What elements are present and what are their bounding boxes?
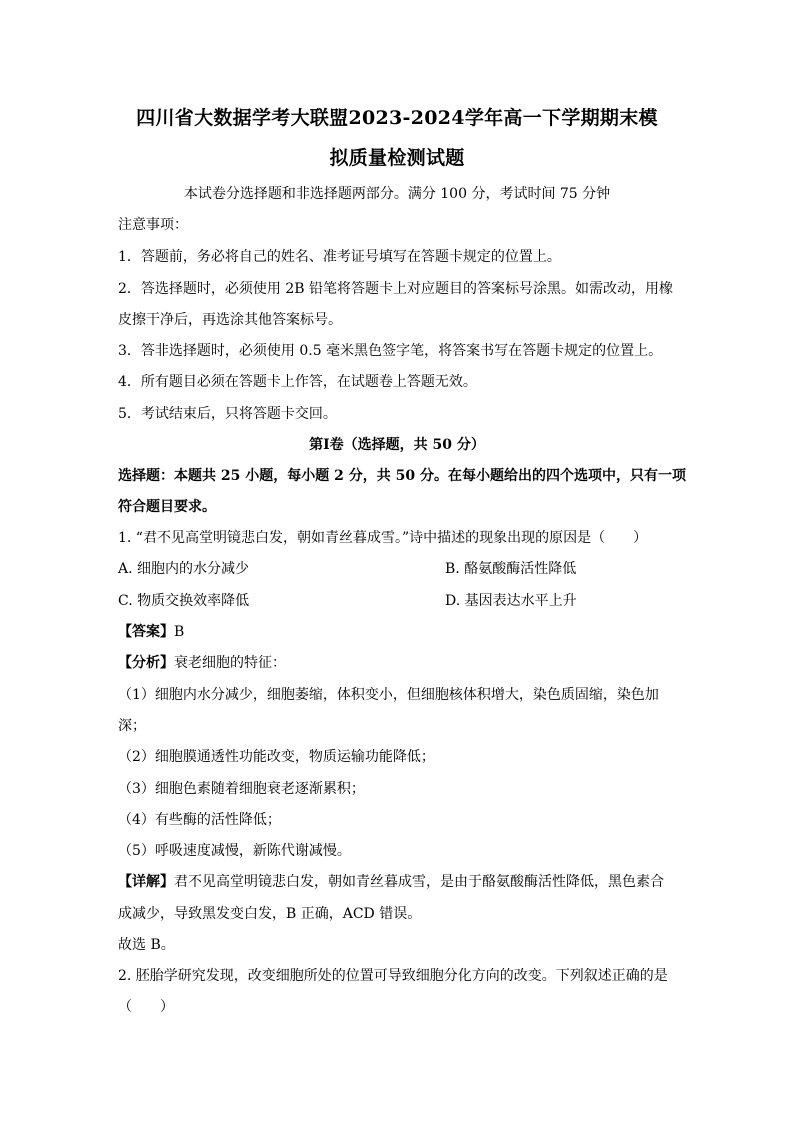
- section-title: 第Ⅰ卷（选择题，共 50 分）: [309, 437, 485, 453]
- notice-item: 1．答题前，务必将自己的姓名、准考证号填写在答题卡规定的位置上。: [118, 249, 561, 265]
- answer-row: [118, 622, 184, 642]
- analysis-label: 【分析】: [118, 655, 174, 671]
- question-1-option-a: A. 细胞内的水分减少: [118, 561, 250, 577]
- analysis-item: 深；: [118, 718, 146, 734]
- answer-value: B: [174, 624, 185, 640]
- question-2-stem: 2. 胚胎学研究发现，改变细胞所处的位置可导致细胞分化方向的改变。下列叙述正确的是: [118, 968, 668, 984]
- notice-item: 4．所有题目必须在答题卡上作答，在试题卷上答题无效。: [118, 374, 477, 390]
- exam-subtitle: 本试卷分选择题和非选择题两部分。满分 100 分，考试时间 75 分钟: [183, 186, 611, 202]
- analysis-item: （5）呼吸速度减慢，新陈代谢减慢。: [118, 843, 351, 859]
- detail-continuation: 成减少，导致黑发变白发，B 正确，ACD 错误。: [118, 906, 422, 922]
- analysis-item: （4）有些酶的活性降低；: [118, 812, 281, 828]
- analysis-item: （3）细胞色素随着细胞衰老逐渐累积；: [118, 781, 365, 797]
- notice-heading: 注意事项：: [118, 217, 188, 233]
- question-1-option-c: C. 物质交换效率降低: [118, 593, 250, 609]
- detail-text: 君不见高堂明镜悲白发，朝如青丝暮成雪，是由于酪氨酸酶活性降低，黑色素合: [174, 874, 664, 890]
- notice-item: 皮擦干净后，再选涂其他答案标号。: [118, 312, 342, 328]
- answer-label: 【答案】: [118, 624, 174, 640]
- analysis-intro: 衰老细胞的特征：: [174, 655, 286, 671]
- analysis-item: （1）细胞内水分减少，细胞萎缩，体积变小，但细胞核体积增大，染色质固缩，染色加: [118, 687, 659, 703]
- page-title-line-2: 拟质量检测试题: [329, 147, 465, 169]
- analysis-item: （2）细胞膜通透性功能改变，物质运输功能降低；: [118, 749, 435, 765]
- detail-row: [118, 872, 664, 892]
- conclusion: 故选 B。: [118, 937, 175, 953]
- question-1-stem: 1. “君不见高堂明镜悲白发，朝如青丝暮成雪。”诗中描述的现象出现的原因是（ ）: [118, 530, 648, 546]
- section-instruction-line-1: 选择题：本题共 25 小题，每小题 2 分，共 50 分。在每小题给出的四个选项中，只有一项: [118, 468, 686, 484]
- question-1-option-b: B. 酪氨酸酶活性降低: [445, 561, 577, 577]
- section-instruction-line-2: 符合题目要求。: [118, 499, 216, 515]
- notice-item: 5．考试结束后，只将答题卡交回。: [118, 406, 337, 422]
- question-2-stem-continuation: （ ）: [118, 999, 174, 1015]
- notice-item: 3．答非选择题时，必须使用 0.5 毫米黑色签字笔，将答案书写在答题卡规定的位置上。: [118, 343, 663, 359]
- question-1-option-d: D. 基因表达水平上升: [445, 593, 577, 609]
- detail-label: 【详解】: [118, 874, 174, 890]
- notice-item: 2．答选择题时，必须使用 2B 铅笔将答题卡上对应题目的答案标号涂黑。如需改动，用橡: [118, 281, 674, 297]
- analysis-row: [118, 653, 286, 673]
- page-title-line-1: 四川省大数据学考大联盟2023-2024学年高一下学期期末模: [136, 107, 658, 129]
